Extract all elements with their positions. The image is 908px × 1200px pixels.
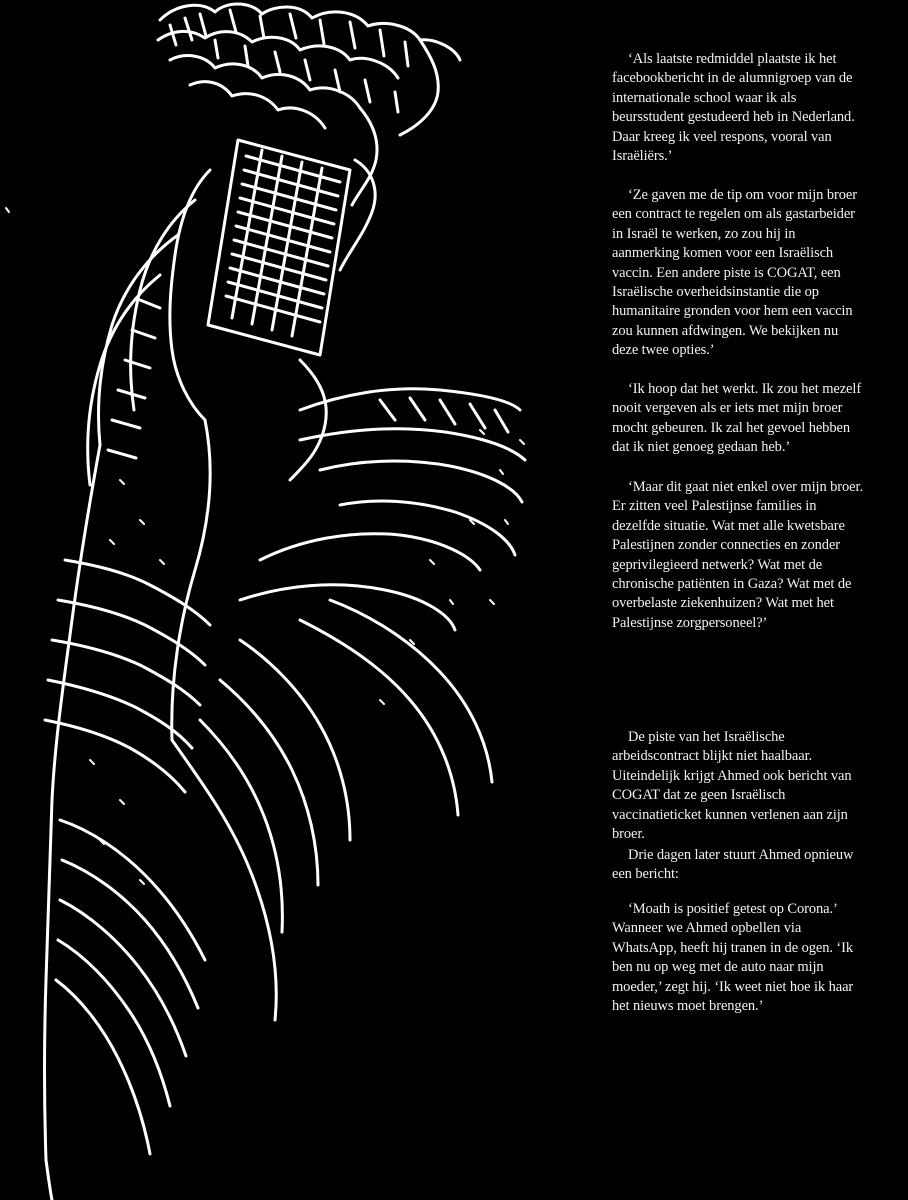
paragraph-4: ‘Maar dit gaat niet enkel over mijn broer. Er zitten veel Palestijnse families in dezelfde situatie. Wat met alle kwetsbare Palestijnen zonder connecties en zonder geprivilegieerd netwerk? Wat met de chronische patiënten in Gaza? Wat met de overbelaste ziekenhuizen? Wat met het Palestijnse zorgpersoneel?’: [612, 479, 863, 631]
paragraph-3: ‘Ik hoop dat het werkt. Ik zou het mezelf nooit vergeven als er iets met mijn broer mocht gebeuren. Ik zal het gevoel hebben dat ik niet genoeg gedaan heb.’: [612, 381, 862, 456]
arm: [45, 420, 210, 800]
paragraph-1: ‘Als laatste redmiddel plaatste ik het facebookbericht in de alumnigroep van de internationale school waar ik als beursstudent gestudeerd heb in Nederland. Daar kreeg ik veel respons, vooral van Israëliërs.’: [612, 51, 855, 165]
second-hand: [240, 389, 525, 630]
woodcut-illustration-person-with-phone-icon: [6, 4, 525, 1200]
paragraph-6: Drie dagen later stuurt Ahmed opnieuw een bericht:: [612, 847, 854, 883]
paragraph-7: ‘Moath is positief getest op Corona.’ Wanneer we Ahmed opbellen via WhatsApp, heeft hij tranen in de ogen. ‘Ik ben nu op weg met de auto naar mijn moeder,’ zegt hij. ‘Ik weet niet hoe ik haar het nieuws moet brengen.’: [612, 901, 854, 1015]
garment: [45, 600, 493, 1200]
paragraph-2: ‘Ze gaven me de tip om voor mijn broer een contract te regelen om als gastarbeider in Israël te werken, zo zou hij in aanmerking komen voor een Israëlisch vaccin. Een andere piste is COGAT, een Israëlische overheidsinstantie die op humanitaire gronden voor hem een vaccin zou kunnen afdwingen. We bekijken nu deze twee opties.’: [612, 187, 857, 359]
paragraph-5: De piste van het Israëlische arbeidscontract blijkt niet haalbaar. Uiteindelijk krijgt Ahmed ook bericht van COGAT dat ze geen Israëlisch vaccinatieticket kunnen verlenen aan zijn broer.: [612, 729, 852, 843]
phone: [208, 140, 350, 355]
